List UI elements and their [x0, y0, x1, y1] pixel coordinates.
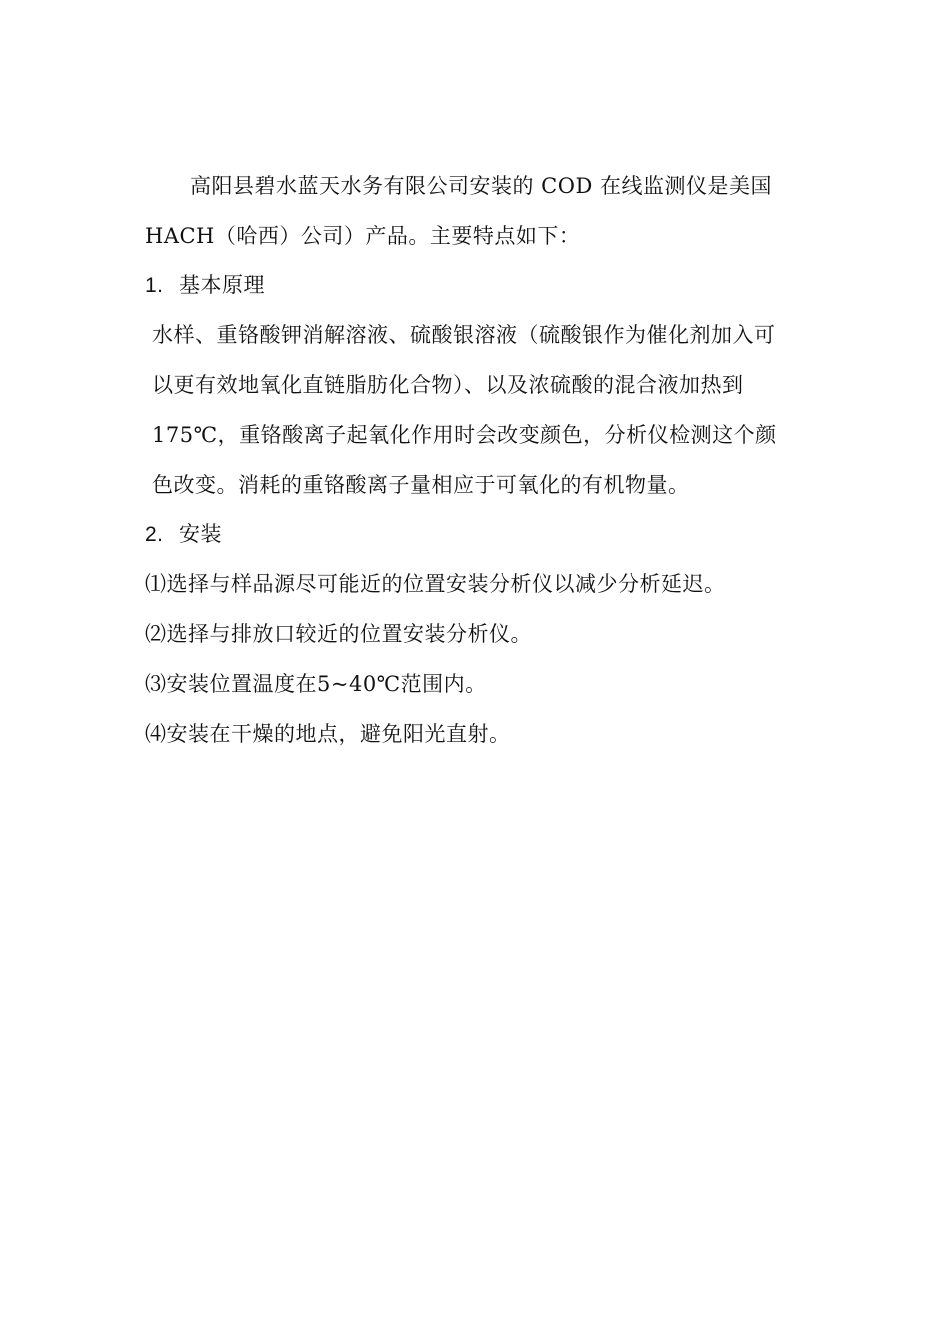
intro-line-1: 高阳县碧水蓝天水务有限公司安装的 COD 在线监测仪是美国 [190, 174, 772, 198]
section-1-heading [145, 271, 265, 300]
section-2-heading [145, 520, 222, 549]
section-1-line-4: 色改变。消耗的重铬酸离子量相应于可氧化的有机物量。 [152, 473, 690, 497]
install-item-2: ⑵选择与排放口较近的位置安装分析仪。 [145, 622, 532, 646]
section-2-title: 安装 [179, 522, 222, 546]
section-1-number: 1. [145, 274, 164, 297]
section-2-number: 2. [145, 523, 164, 546]
install-item-3: ⑶安装位置温度在5~40℃范围内。 [145, 672, 487, 696]
section-1-line-1: 水样、重铬酸钾消解溶液、硫酸银溶液（硫酸银作为催化剂加入可 [152, 323, 776, 347]
install-item-4: ⑷安装在干燥的地点，避免阳光直射。 [145, 722, 511, 746]
intro-line-2: HACH（哈西）公司）产品。主要特点如下： [145, 224, 581, 248]
section-1-line-3: 175℃，重铬酸离子起氧化作用时会改变颜色，分析仪检测这个颜 [152, 423, 777, 447]
section-1-title: 基本原理 [179, 273, 265, 297]
install-item-1: ⑴选择与样品源尽可能近的位置安装分析仪以减少分析延迟。 [145, 572, 726, 596]
section-1-line-2: 以更有效地氧化直链脂肪化合物）、以及浓硫酸的混合液加热到 [152, 373, 744, 397]
